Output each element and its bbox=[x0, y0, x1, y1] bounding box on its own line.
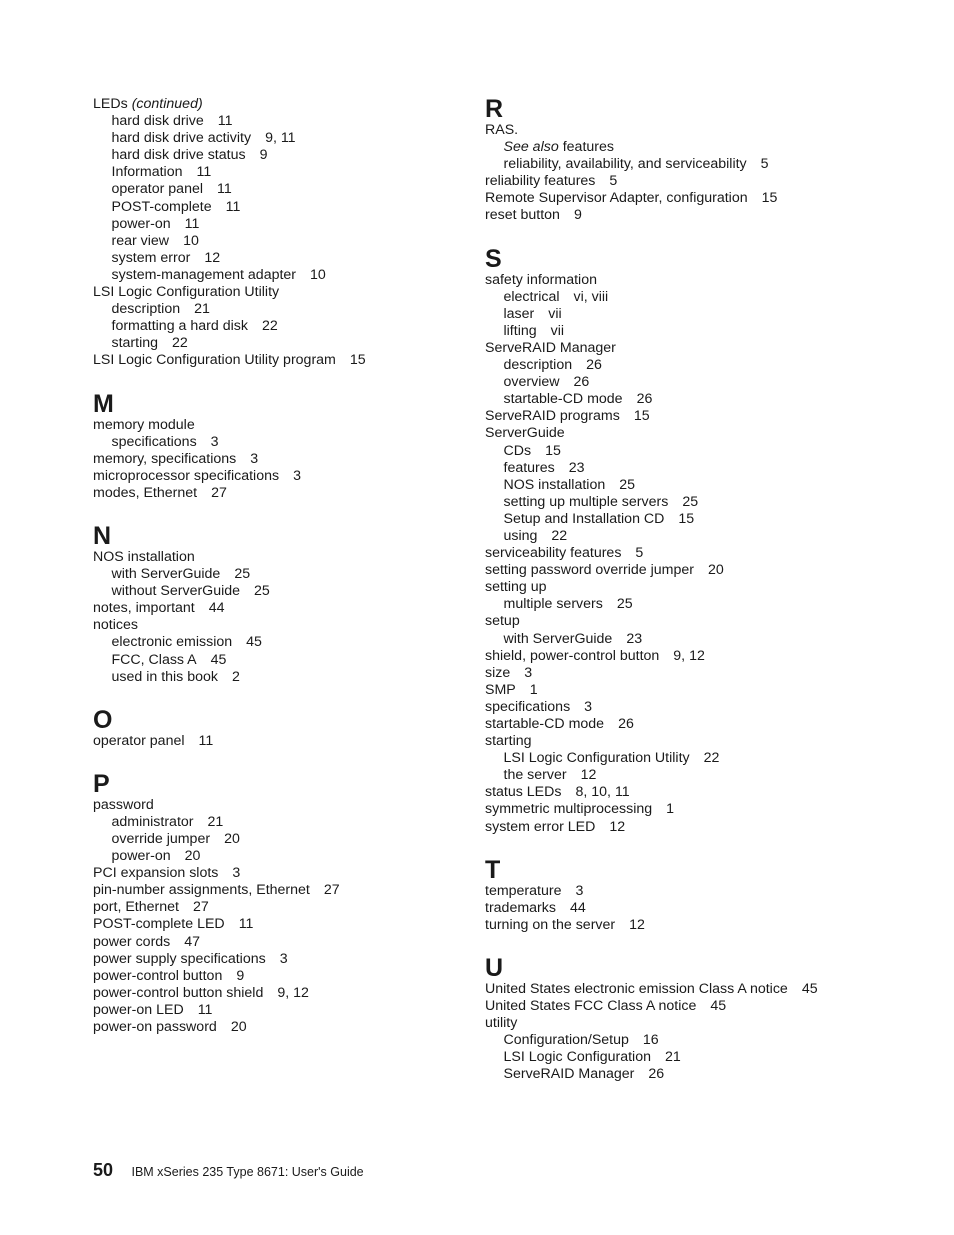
entry-term: with ServerGuide bbox=[503, 630, 613, 647]
index-entry bbox=[485, 801, 845, 818]
page-footer bbox=[93, 1160, 364, 1181]
entry-page-ref: 22 bbox=[172, 335, 188, 352]
index-subentry bbox=[485, 477, 845, 494]
entry-term: setting up bbox=[485, 579, 547, 596]
entry-page-ref: 27 bbox=[211, 484, 227, 501]
index-subentry bbox=[93, 831, 473, 848]
entry-term: startable-CD mode bbox=[503, 391, 623, 408]
entry-term: modes, Ethernet bbox=[93, 484, 198, 501]
entry-note: features bbox=[562, 139, 614, 156]
entry-page-ref: 12 bbox=[580, 767, 597, 784]
entry-term: serviceability features bbox=[485, 545, 622, 562]
index-subentry bbox=[93, 267, 473, 284]
index-section bbox=[485, 857, 845, 934]
entry-page-ref: 25 bbox=[619, 476, 636, 493]
entry-term: Information bbox=[111, 164, 183, 181]
index-entry bbox=[93, 882, 473, 899]
entry-term: specifications bbox=[111, 433, 197, 450]
entry-term: SMP bbox=[485, 681, 516, 698]
index-entry bbox=[93, 284, 473, 301]
index-entry bbox=[485, 408, 845, 425]
entry-term: notices bbox=[93, 617, 138, 634]
entry-term: memory module bbox=[93, 416, 195, 433]
entry-page-ref: 21 bbox=[665, 1049, 681, 1066]
entry-page-ref: 3 bbox=[232, 865, 241, 882]
index-entry bbox=[485, 545, 845, 562]
entry-note: (continued) bbox=[131, 96, 203, 112]
entry-page-ref: 9 bbox=[259, 147, 268, 164]
entry-page-ref: 23 bbox=[568, 459, 585, 476]
index-entry bbox=[93, 1019, 473, 1036]
entry-term: microprocessor specifications bbox=[93, 467, 280, 484]
entry-term: the server bbox=[503, 767, 567, 784]
entry-term: features bbox=[503, 459, 555, 476]
entry-term: pin-number assignments, Ethernet bbox=[93, 882, 310, 899]
entry-page-ref: 11 bbox=[196, 164, 212, 181]
entry-page-ref: 22 bbox=[551, 527, 568, 544]
entry-page-ref: 11 bbox=[184, 215, 200, 232]
entry-page-ref: 3 bbox=[584, 698, 593, 715]
index-subentry bbox=[485, 750, 845, 767]
index-section bbox=[93, 771, 473, 1036]
index-subentry bbox=[93, 335, 473, 352]
entry-page-ref: 3 bbox=[293, 467, 301, 484]
entry-term: power supply specifications bbox=[93, 950, 266, 967]
index-entry bbox=[485, 819, 845, 836]
section-letter: U bbox=[485, 953, 504, 982]
entry-page-ref: vi, viii bbox=[573, 288, 609, 305]
entry-term: with ServerGuide bbox=[111, 566, 221, 583]
entry-term: PCI expansion slots bbox=[93, 865, 219, 882]
entry-term: reset button bbox=[485, 207, 560, 224]
index-entry bbox=[485, 425, 845, 442]
entry-page-ref: vii bbox=[548, 305, 562, 322]
entry-term: administrator bbox=[111, 813, 194, 830]
entry-page-ref: 15 bbox=[349, 352, 366, 369]
index-subentry bbox=[485, 511, 845, 528]
index-subentry bbox=[93, 634, 473, 651]
index-entry bbox=[93, 549, 473, 566]
entry-page-ref: 11 bbox=[217, 181, 232, 198]
section-letter: T bbox=[485, 855, 501, 884]
section-letter: N bbox=[93, 521, 112, 550]
section-letter: R bbox=[485, 95, 504, 123]
entry-page-ref: 3 bbox=[524, 664, 533, 681]
index-entry bbox=[485, 190, 845, 207]
entry-term: memory, specifications bbox=[93, 450, 237, 467]
entry-term: See also bbox=[503, 139, 559, 156]
entry-term: Remote Supervisor Adapter, configuration bbox=[485, 190, 748, 207]
index-entry bbox=[485, 1015, 845, 1032]
entry-term: overview bbox=[503, 374, 560, 391]
entry-term: laser bbox=[503, 305, 535, 322]
index-entry bbox=[93, 916, 473, 933]
entry-term: hard disk drive bbox=[111, 113, 204, 130]
entry-term: operator panel bbox=[93, 732, 185, 749]
index-section bbox=[485, 246, 845, 836]
entry-term: status LEDs bbox=[485, 784, 562, 801]
entry-term: setting password override jumper bbox=[485, 562, 694, 579]
index-subentry bbox=[485, 391, 845, 408]
index-entry bbox=[485, 900, 845, 917]
entry-term: utility bbox=[485, 1015, 518, 1032]
entry-page-ref: 26 bbox=[648, 1066, 665, 1083]
index-subentry bbox=[93, 669, 473, 686]
entry-term: power-on bbox=[111, 848, 171, 865]
index-subentry bbox=[93, 566, 473, 583]
entry-page-ref: 1 bbox=[529, 681, 538, 698]
entry-term: hard disk drive status bbox=[111, 147, 246, 164]
index-subentry bbox=[93, 147, 473, 164]
index-entry bbox=[485, 562, 845, 579]
entry-term: LSI Logic Configuration Utility bbox=[93, 284, 280, 301]
entry-page-ref: 11 bbox=[225, 198, 241, 215]
index-entry bbox=[485, 207, 845, 224]
entry-term: rear view bbox=[111, 232, 170, 249]
entry-page-ref: 15 bbox=[545, 442, 561, 459]
entry-page-ref: 47 bbox=[184, 933, 201, 950]
entry-page-ref: 9, 12 bbox=[277, 984, 309, 1001]
index-subentry bbox=[485, 1066, 845, 1083]
index-subentry bbox=[93, 814, 473, 831]
index-entry bbox=[485, 665, 845, 682]
index-entry bbox=[93, 451, 473, 468]
index-entry bbox=[485, 733, 845, 750]
index-subentry bbox=[93, 250, 473, 267]
entry-page-ref: 25 bbox=[234, 566, 251, 583]
entry-page-ref: 23 bbox=[626, 630, 643, 647]
entry-page-ref: 5 bbox=[635, 545, 644, 562]
index-subentry bbox=[93, 848, 473, 865]
entry-term: password bbox=[93, 796, 154, 813]
entry-page-ref: 3 bbox=[279, 950, 288, 967]
index-subentry bbox=[93, 318, 473, 335]
entry-term: power-control button bbox=[93, 967, 223, 984]
entry-term: used in this book bbox=[111, 668, 218, 685]
entry-page-ref: vii bbox=[550, 322, 565, 339]
entry-page-ref: 25 bbox=[682, 493, 699, 510]
entry-page-ref: 10 bbox=[183, 232, 199, 249]
entry-page-ref: 44 bbox=[208, 600, 225, 617]
entry-term: description bbox=[503, 357, 573, 374]
index-entry bbox=[93, 733, 473, 750]
index-entry bbox=[485, 579, 845, 596]
index-entry bbox=[93, 617, 473, 634]
entry-page-ref: 45 bbox=[246, 634, 262, 651]
entry-page-ref: 20 bbox=[230, 1019, 247, 1036]
index-entry bbox=[485, 682, 845, 699]
entry-page-ref: 20 bbox=[224, 831, 240, 847]
entry-page-ref: 10 bbox=[310, 266, 326, 283]
index-subentry bbox=[485, 528, 845, 545]
index-section bbox=[93, 96, 473, 370]
entry-page-ref: 12 bbox=[609, 818, 626, 835]
index-column-left bbox=[93, 96, 473, 1036]
index-entry bbox=[93, 417, 473, 434]
entry-page-ref: 22 bbox=[261, 318, 278, 335]
index-subentry bbox=[485, 767, 845, 784]
index-subentry bbox=[485, 460, 845, 477]
entry-term: setting up multiple servers bbox=[503, 493, 669, 510]
entry-page-ref: 9 bbox=[236, 967, 245, 984]
entry-term: hard disk drive activity bbox=[111, 130, 252, 147]
entry-term: system-management adapter bbox=[111, 266, 297, 283]
index-entry bbox=[93, 96, 473, 113]
index-entry bbox=[93, 865, 473, 882]
entry-page-ref: 27 bbox=[192, 899, 209, 916]
entry-term: without ServerGuide bbox=[111, 583, 241, 600]
index-subentry bbox=[485, 156, 845, 173]
index-entry bbox=[485, 340, 845, 357]
section-letter: O bbox=[93, 705, 113, 734]
entry-term: power-on password bbox=[93, 1019, 217, 1036]
index-entry bbox=[485, 917, 845, 934]
entry-term: LSI Logic Configuration Utility program bbox=[93, 352, 336, 369]
entry-term: starting bbox=[111, 335, 159, 352]
index-entry bbox=[485, 784, 845, 801]
entry-term: shield, power-control button bbox=[485, 647, 660, 664]
book-title: IBM xSeries 235 Type 8671: User's Guide bbox=[131, 1165, 364, 1179]
entry-term: formatting a hard disk bbox=[111, 318, 248, 335]
index-entry bbox=[485, 699, 845, 716]
entry-term: power-control button shield bbox=[93, 984, 264, 1001]
index-entry bbox=[485, 998, 845, 1015]
index-subentry bbox=[93, 233, 473, 250]
entry-page-ref: 2 bbox=[231, 668, 240, 685]
entry-page-ref: 9, 11 bbox=[265, 130, 296, 147]
entry-page-ref: 15 bbox=[678, 510, 695, 527]
entry-term: turning on the server bbox=[485, 916, 616, 933]
entry-page-ref: 9, 12 bbox=[673, 647, 705, 664]
index-subentry bbox=[93, 113, 473, 130]
index-entry bbox=[485, 716, 845, 733]
entry-term: power-on LED bbox=[93, 1001, 184, 1018]
entry-page-ref: 26 bbox=[618, 716, 634, 732]
index-subentry bbox=[485, 374, 845, 391]
entry-term: POST-complete LED bbox=[93, 916, 225, 933]
section-letter: P bbox=[93, 769, 110, 798]
entry-page-ref: 45 bbox=[210, 651, 227, 668]
index-column-right bbox=[485, 96, 845, 1084]
entry-page-ref: 20 bbox=[707, 562, 724, 579]
index-entry bbox=[485, 272, 845, 289]
index-entry bbox=[93, 968, 473, 985]
entry-page-ref: 45 bbox=[710, 998, 727, 1015]
index-entry bbox=[93, 899, 473, 916]
entry-term: LSI Logic Configuration bbox=[503, 1049, 651, 1066]
entry-page-ref: 20 bbox=[184, 848, 201, 865]
index-subentry bbox=[485, 596, 845, 613]
entry-term: startable-CD mode bbox=[485, 716, 605, 732]
entry-term: system error LED bbox=[485, 818, 596, 835]
index-subentry bbox=[485, 139, 845, 156]
index-subentry bbox=[485, 306, 845, 323]
index-subentry bbox=[485, 1032, 845, 1049]
index-subentry bbox=[93, 181, 473, 198]
entry-term: ServeRAID programs bbox=[485, 408, 620, 425]
index-subentry bbox=[93, 164, 473, 181]
entry-page-ref: 1 bbox=[666, 801, 675, 818]
entry-term: port, Ethernet bbox=[93, 899, 179, 916]
entry-term: system error bbox=[111, 249, 191, 266]
entry-term: Setup and Installation CD bbox=[503, 510, 665, 527]
entry-term: Configuration/Setup bbox=[503, 1032, 629, 1049]
index-entry bbox=[93, 352, 473, 369]
entry-term: POST-complete bbox=[111, 198, 212, 215]
index-entry bbox=[485, 648, 845, 665]
entry-term: power cords bbox=[93, 933, 171, 950]
index-entry bbox=[485, 613, 845, 630]
section-letter: S bbox=[485, 244, 502, 273]
entry-page-ref: 15 bbox=[633, 408, 650, 425]
entry-page-ref: 12 bbox=[629, 916, 645, 933]
index-subentry bbox=[93, 216, 473, 233]
section-letter: M bbox=[93, 389, 114, 418]
entry-page-ref: 26 bbox=[573, 374, 590, 391]
entry-term: symmetric multiprocessing bbox=[485, 801, 653, 818]
index-subentry bbox=[93, 583, 473, 600]
entry-term: ServerGuide bbox=[485, 425, 565, 442]
index-subentry bbox=[93, 199, 473, 216]
entry-term: United States FCC Class A notice bbox=[485, 998, 697, 1015]
page-number: 50 bbox=[93, 1160, 114, 1180]
index-subentry bbox=[485, 289, 845, 306]
entry-page-ref: 26 bbox=[586, 357, 602, 374]
entry-page-ref: 21 bbox=[207, 813, 224, 830]
entry-page-ref: 22 bbox=[703, 750, 720, 767]
entry-term: operator panel bbox=[111, 181, 203, 198]
index-entry bbox=[93, 1002, 473, 1019]
index-entry bbox=[93, 934, 473, 951]
entry-term: electrical bbox=[503, 288, 560, 305]
entry-term: safety information bbox=[485, 271, 597, 288]
index-section bbox=[93, 707, 473, 750]
entry-page-ref: 8, 10, 11 bbox=[575, 784, 630, 801]
entry-page-ref: 11 bbox=[238, 916, 254, 933]
index-subentry bbox=[93, 434, 473, 451]
index-entry bbox=[485, 883, 845, 900]
entry-page-ref: 3 bbox=[575, 882, 584, 899]
entry-page-ref: 27 bbox=[323, 882, 340, 899]
index-subentry bbox=[485, 631, 845, 648]
entry-page-ref: 16 bbox=[642, 1032, 659, 1049]
index-subentry bbox=[485, 1049, 845, 1066]
entry-page-ref: 45 bbox=[801, 980, 818, 997]
entry-term: override jumper bbox=[111, 831, 211, 847]
entry-term: size bbox=[485, 664, 511, 681]
entry-page-ref: 5 bbox=[609, 173, 618, 190]
entry-term: trademarks bbox=[485, 899, 556, 916]
index-entry bbox=[93, 600, 473, 617]
entry-term: NOS installation bbox=[503, 476, 606, 493]
index-entry bbox=[485, 173, 845, 190]
index-entry bbox=[93, 951, 473, 968]
entry-term: electronic emission bbox=[111, 634, 233, 651]
entry-term: FCC, Class A bbox=[111, 651, 197, 668]
entry-term: reliability, availability, and serviceability bbox=[503, 156, 747, 173]
entry-page-ref: 26 bbox=[636, 391, 653, 408]
entry-page-ref: 3 bbox=[210, 433, 219, 450]
index-subentry bbox=[93, 652, 473, 669]
index-section bbox=[485, 955, 845, 1084]
entry-page-ref: 21 bbox=[194, 301, 210, 318]
entry-term: notes, important bbox=[93, 600, 195, 617]
entry-term: NOS installation bbox=[93, 548, 195, 565]
entry-page-ref: 5 bbox=[760, 156, 769, 173]
entry-term: temperature bbox=[485, 882, 562, 899]
entry-term: description bbox=[111, 301, 181, 318]
index-entry bbox=[93, 468, 473, 485]
entry-page-ref: 11 bbox=[198, 732, 214, 749]
index-entry bbox=[93, 797, 473, 814]
index-subentry bbox=[93, 301, 473, 318]
index-section bbox=[93, 523, 473, 686]
entry-term: multiple servers bbox=[503, 596, 603, 613]
entry-term: reliability features bbox=[485, 173, 596, 190]
index-entry bbox=[485, 122, 845, 139]
entry-term: using bbox=[503, 527, 538, 544]
entry-page-ref: 11 bbox=[197, 1001, 213, 1018]
index-entry bbox=[93, 985, 473, 1002]
entry-page-ref: 3 bbox=[250, 450, 259, 467]
index-section bbox=[485, 96, 845, 225]
entry-page-ref: 9 bbox=[573, 207, 582, 224]
index-entry bbox=[485, 981, 845, 998]
index-section bbox=[93, 391, 473, 502]
entry-term: starting bbox=[485, 733, 532, 750]
index-subentry bbox=[485, 357, 845, 374]
entry-page-ref: 25 bbox=[254, 583, 270, 600]
entry-page-ref: 25 bbox=[616, 596, 633, 613]
entry-page-ref: 11 bbox=[217, 113, 233, 130]
entry-term: LSI Logic Configuration Utility bbox=[503, 750, 690, 767]
index-subentry bbox=[485, 323, 845, 340]
entry-term: setup bbox=[485, 613, 520, 630]
entry-term: LEDs bbox=[93, 96, 128, 112]
entry-page-ref: 15 bbox=[761, 190, 778, 207]
entry-term: ServeRAID Manager bbox=[503, 1066, 635, 1083]
index-entry bbox=[93, 485, 473, 502]
entry-page-ref: 44 bbox=[569, 899, 586, 916]
index-subentry bbox=[485, 443, 845, 460]
entry-term: United States electronic emission Class A notice bbox=[485, 980, 788, 997]
entry-term: RAS. bbox=[485, 122, 519, 138]
entry-term: lifting bbox=[503, 322, 537, 339]
entry-term: ServeRAID Manager bbox=[485, 339, 616, 356]
entry-term: specifications bbox=[485, 698, 571, 715]
entry-term: CDs bbox=[503, 442, 532, 459]
entry-term: power-on bbox=[111, 215, 171, 232]
entry-page-ref: 12 bbox=[204, 249, 221, 266]
index-subentry bbox=[93, 130, 473, 147]
index-subentry bbox=[485, 494, 845, 511]
